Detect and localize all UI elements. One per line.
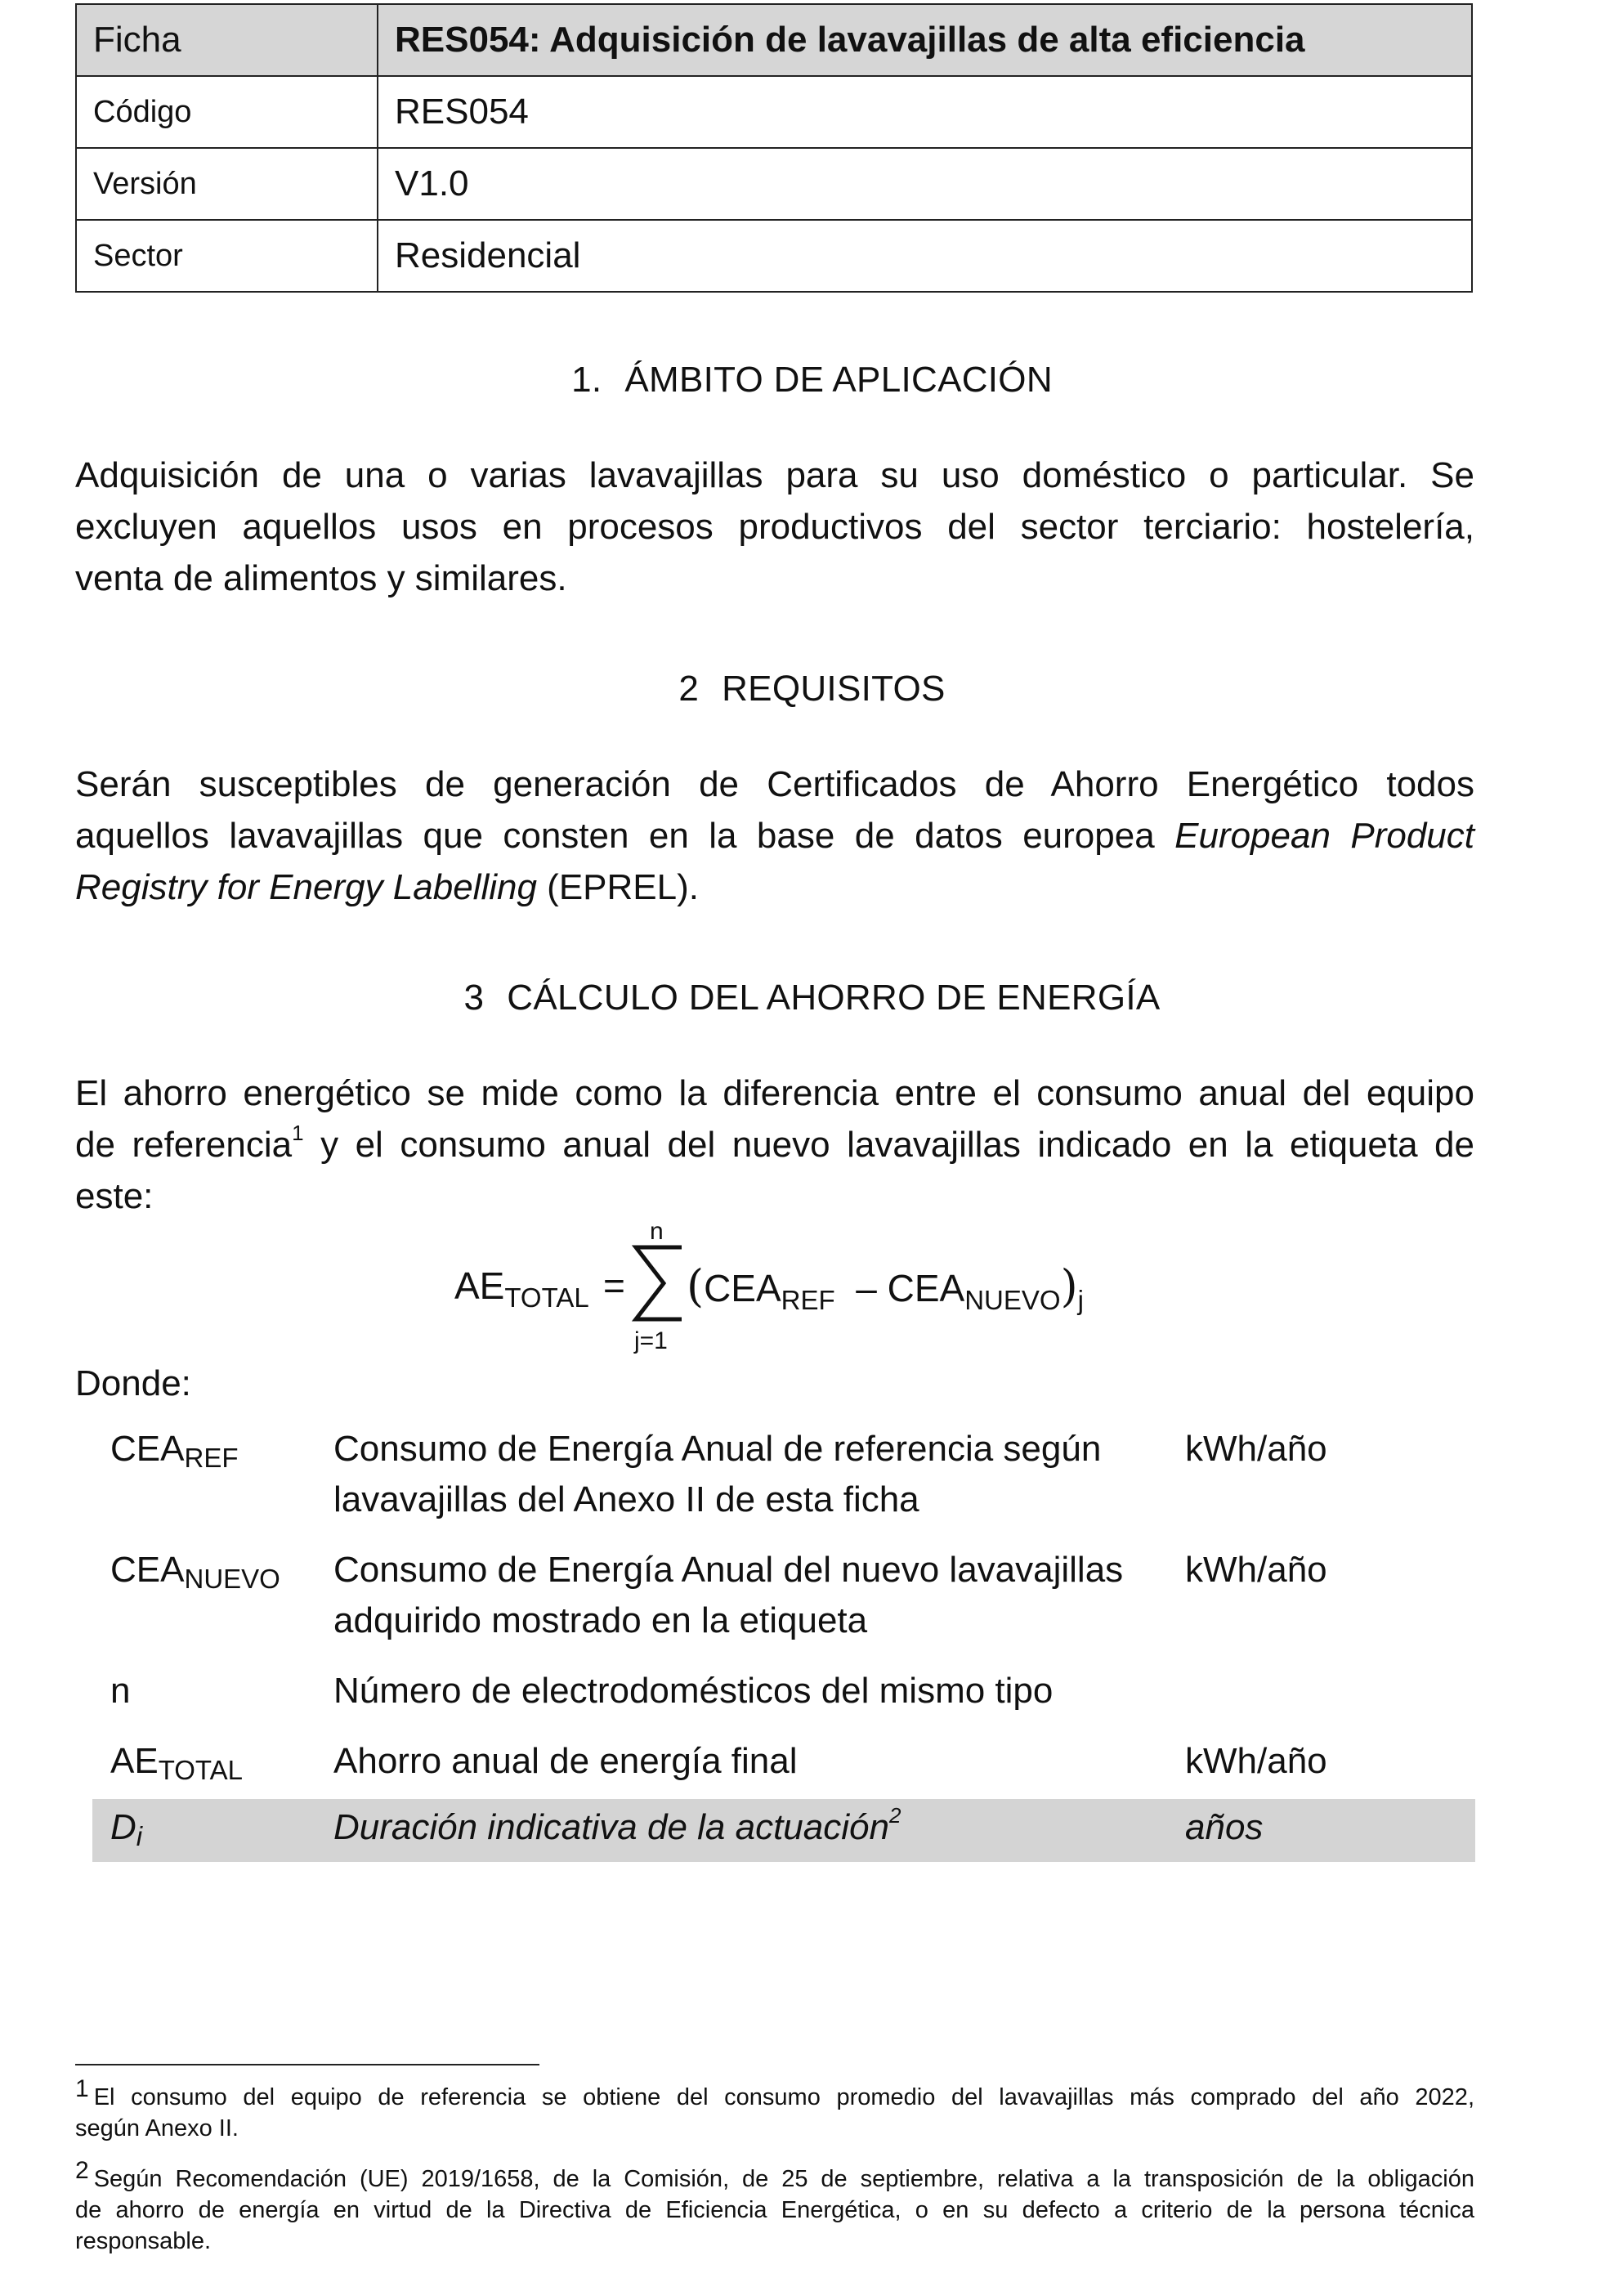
savings-formula [0, 1218, 1624, 1365]
sum-upper-limit: n [650, 1218, 664, 1245]
definition-symbol: n [110, 1671, 131, 1711]
ficha-table [75, 3, 1473, 293]
ficha-row-version [76, 148, 1472, 220]
section-number: 1. [571, 360, 602, 400]
ficha-row-sector [76, 220, 1472, 292]
italic-run: Registry for Energy Labelling [75, 867, 537, 907]
ficha-value: RES054 [378, 76, 1472, 148]
definition-row [92, 1726, 1475, 1799]
definition-row [92, 1535, 1475, 1656]
section-title: CÁLCULO DEL AHORRO DE ENERGÍA [507, 978, 1161, 1018]
ficha-title: RES054: Adquisición de lavavajillas de alta eficiencia [378, 4, 1472, 76]
definition-symbol: Di [92, 1799, 333, 1862]
definition-text: Consumo de Energía Anual de referencia según lavavajillas del Anexo II de esta ficha [333, 1429, 1102, 1519]
definition-symbol: CEAREF [110, 1429, 239, 1473]
formula-equals: = [603, 1264, 625, 1307]
paragraph-line [75, 862, 1474, 913]
paragraph-line: Serán susceptibles de generación de Certificados de Ahorro Energético todos [75, 764, 1474, 804]
definition-unit: kWh/año [1185, 1429, 1327, 1469]
paragraph-line: excluyen aquellos usos en procesos productivos del sector terciario: hostelería, [75, 507, 1474, 547]
definition-symbol: CEANUEVO [110, 1550, 280, 1594]
ficha-key: Código [76, 76, 378, 148]
formula-lhs: $AE_{TOTAL}$ [454, 1264, 589, 1313]
footnote-separator [75, 2064, 539, 2065]
formula-rhs: $(CEA_{REF} - CEA_{NUEVO})_j$ [687, 1260, 1084, 1315]
section-heading-calculo [0, 978, 1624, 1018]
footnote-number: 2 [75, 2157, 89, 2184]
section1-paragraph [75, 450, 1474, 604]
paragraph-line: Adquisición de una o varias lavavajillas para su uso doméstico o particular. Se [75, 455, 1474, 495]
definition-unit: kWh/año [1185, 1550, 1327, 1590]
definition-unit [1175, 1656, 1475, 1726]
text-run: aquellos lavavajillas que consten en la base de datos europea [75, 816, 1175, 856]
ficha-key: Versión [76, 148, 378, 220]
section2-paragraph [75, 759, 1474, 913]
text-run: (EPREL). [536, 867, 699, 907]
section-heading-ambito [0, 360, 1624, 401]
definition-symbol: AETOTAL [110, 1741, 244, 1785]
sum-lower-limit: j=1 [634, 1327, 668, 1354]
donde-label: Donde: [75, 1363, 191, 1403]
definition-text: Número de electrodomésticos del mismo tipo [333, 1671, 1054, 1711]
footnote-number: 1 [75, 2075, 89, 2102]
section-number: 3 [463, 978, 485, 1018]
section-title: ÁMBITO DE APLICACIÓN [624, 360, 1053, 400]
ficha-key: Sector [76, 220, 378, 292]
paragraph-line: El ahorro energético se mide como la diferencia entre el consumo anual del equipo [75, 1073, 1474, 1113]
paragraph-line: venta de alimentos y similares. [75, 558, 567, 598]
ficha-value: Residencial [378, 220, 1472, 292]
section3-paragraph [75, 1067, 1474, 1222]
footnote-ref[interactable]: 1 [292, 1121, 304, 1146]
definition-text: Consumo de Energía Anual del nuevo lavavajillas adquirido mostrado en la etiqueta [333, 1550, 1124, 1640]
paragraph-line [75, 810, 1474, 862]
ficha-header-key: Ficha [76, 4, 378, 76]
summation-icon [631, 1242, 685, 1324]
footnote-2: 2 Según Recomendación (UE) 2019/1658, de la Comisión, de 25 de septiembre, relativa a la transposición de la obligación de ahorro de energía en virtud de la Directiva de Eficiencia Energética, o en su defecto a criterio de la persona técnica responsable. [75, 2157, 1474, 2254]
ficha-value: V1.0 [378, 148, 1472, 220]
ficha-header-row [76, 4, 1472, 76]
paragraph-line [75, 1119, 1474, 1170]
italic-run: European Product [1174, 816, 1474, 856]
footnote-1: 1 El consumo del equipo de referencia se obtiene del consumo promedio del lavavajillas más comprado del año 2022, según Anexo II. [75, 2075, 1474, 2141]
definition-row [92, 1414, 1475, 1535]
definitions-table [92, 1414, 1475, 1862]
definition-row [92, 1656, 1475, 1726]
text-run: y el consumo anual del nuevo lavavajillas indicado en la etiqueta de [303, 1125, 1475, 1165]
definition-text: Ahorro anual de energía final [333, 1741, 798, 1781]
text-run: de referencia [75, 1125, 293, 1165]
footnote-ref[interactable]: 2 [888, 1803, 901, 1828]
ficha-row-codigo [76, 76, 1472, 148]
definition-unit: kWh/año [1185, 1741, 1327, 1781]
section-number: 2 [678, 669, 700, 709]
section-title: REQUISITOS [722, 669, 946, 709]
duration-row [92, 1799, 1475, 1862]
section-heading-requisitos [0, 669, 1624, 709]
definition-text: Duración indicativa de la actuación$^2$ [333, 1799, 1175, 1862]
paragraph-line: este: [75, 1176, 154, 1216]
definition-unit: años [1175, 1799, 1475, 1862]
